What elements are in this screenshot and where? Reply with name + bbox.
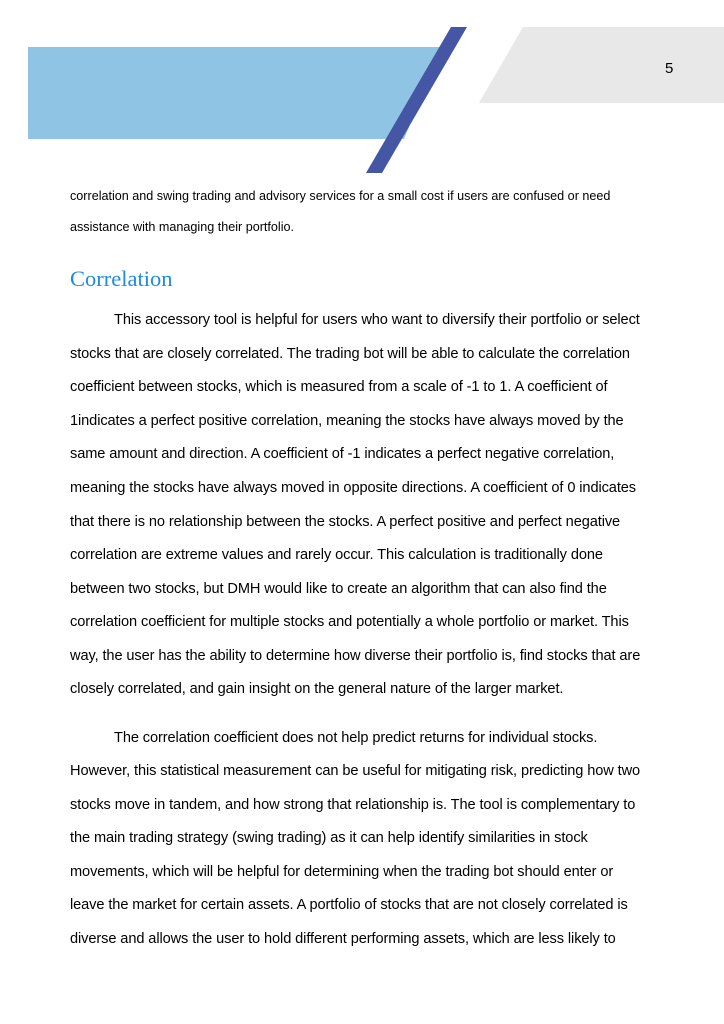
- text-line: However, this statistical measurement can be useful for mitigating risk, predicting how two: [70, 763, 641, 779]
- text-line: movements, which will be helpful for determining when the trading bot should enter or: [70, 864, 614, 880]
- text-line: correlation coefficient for multiple stocks and potentially a whole portfolio or market. This: [70, 614, 629, 630]
- text-line: stocks that are closely correlated. The trading bot will be able to calculate the correlation: [70, 346, 630, 362]
- text-line: This accessory tool is helpful for users who want to diversify their portfolio or select: [114, 312, 640, 328]
- text-line: the main trading strategy (swing trading) as it can help identify similarities in stock: [70, 830, 588, 846]
- text-line: diverse and allows the user to hold different performing assets, which are less likely to: [70, 931, 616, 947]
- text-line: 1indicates a perfect positive correlation, meaning the stocks have always moved by the: [70, 413, 624, 429]
- text-line: same amount and direction. A coefficient of -1 indicates a perfect negative correlation,: [70, 446, 615, 462]
- section-heading: Correlation: [70, 266, 173, 291]
- text-line: meaning the stocks have always moved in opposite directions. A coefficient of 0 indicates: [70, 480, 636, 496]
- text-line: stocks move in tandem, and how strong that relationship is. The tool is complementary to: [70, 797, 636, 813]
- page-header-graphic: [0, 0, 724, 180]
- header-blue-band: [28, 47, 443, 139]
- page-number: 5: [665, 60, 674, 77]
- text-line: way, the user has the ability to determine how diverse their portfolio is, find stocks that are: [70, 648, 641, 664]
- text-line: between two stocks, but DMH would like to create an algorithm that can also find the: [70, 581, 607, 597]
- text-line: coefficient between stocks, which is measured from a scale of -1 to 1. A coefficient of: [70, 379, 608, 395]
- intro-line: assistance with managing their portfolio.: [70, 220, 295, 234]
- intro-line: correlation and swing trading and advisory services for a small cost if users are confused or need: [70, 189, 611, 203]
- text-line: that there is no relationship between the stocks. A perfect positive and perfect negative: [70, 514, 621, 530]
- text-line: closely correlated, and gain insight on the general nature of the larger market.: [70, 681, 564, 697]
- header-shapes: [0, 0, 724, 180]
- text-line: correlation are extreme values and rarely occur. This calculation is traditionally done: [70, 547, 603, 563]
- text-line: leave the market for certain assets. A portfolio of stocks that are not closely correlated is: [70, 897, 628, 913]
- text-line: The correlation coefficient does not help predict returns for individual stocks.: [114, 730, 598, 746]
- header-grey-tab: [479, 27, 724, 103]
